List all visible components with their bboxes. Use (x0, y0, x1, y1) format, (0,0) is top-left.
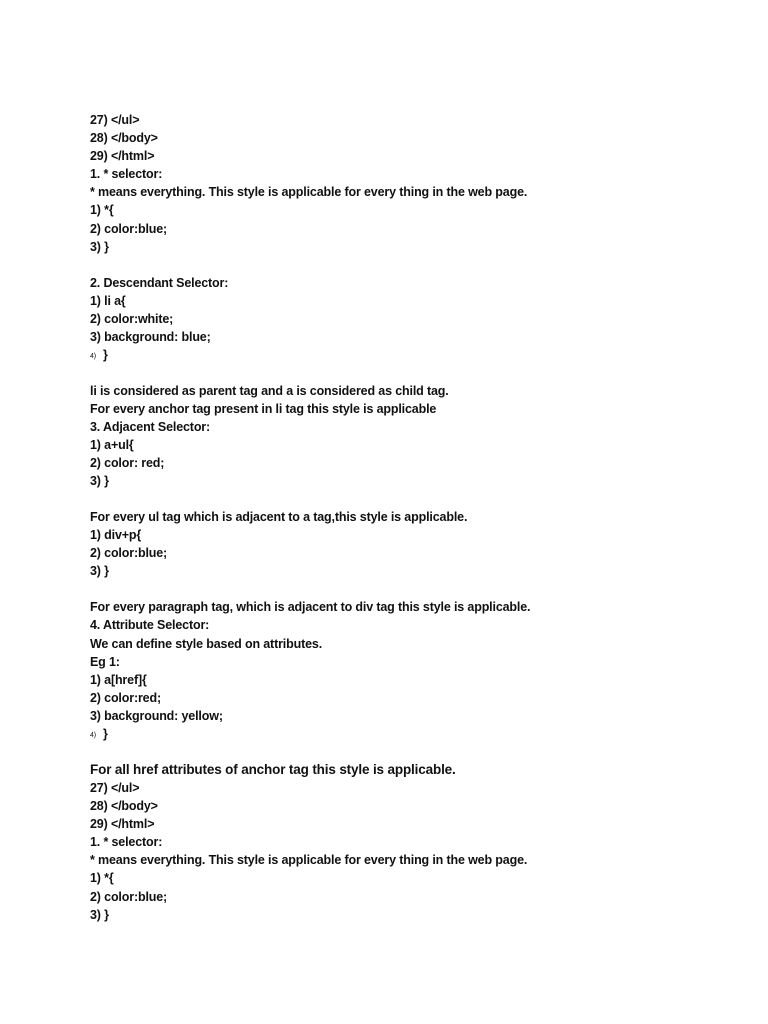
text-line: 27) </ul> (90, 113, 140, 127)
text-line: 3) } (90, 564, 109, 579)
text-line: 2) color:blue; (90, 221, 168, 236)
text-line: 2) color:blue; (90, 546, 168, 561)
text-line: li is considered as parent tag and a is considered as child tag. (90, 383, 449, 398)
text-line: 1) a+ul{ (90, 438, 134, 453)
line-text: } (103, 347, 108, 362)
text-line: 1) a[href]{ (90, 672, 147, 687)
text-line (90, 725, 730, 743)
text-line: 3) background: yellow; (90, 708, 223, 723)
blank-line (90, 364, 730, 382)
text-line: * means everything. This style is applicable for every thing in the web page. (90, 853, 528, 868)
text-line: 2) color:white; (90, 311, 174, 326)
text-line: 3) } (90, 239, 109, 254)
blank-line (90, 490, 730, 508)
text-line: 3) background: blue; (90, 329, 211, 344)
text-line: We can define style based on attributes. (90, 636, 323, 651)
line-text: } (103, 727, 108, 741)
text-line: 1. * selector: (90, 835, 163, 850)
text-line: 1) *{ (90, 203, 114, 218)
text-line: 28) </body> (90, 799, 158, 814)
text-line: 1) li a{ (90, 293, 126, 308)
text-line: 1) *{ (90, 871, 114, 886)
text-line: 2) color:red; (90, 690, 161, 705)
text-line: 3) } (90, 474, 109, 489)
text-line: 3. Adjacent Selector: (90, 420, 211, 434)
text-line: 2) color:blue; (90, 889, 168, 904)
text-line: For every ul tag which is adjacent to a tag,this style is applicable. (90, 510, 468, 525)
text-line: 2) color: red; (90, 456, 165, 471)
line-number: 4) (90, 732, 96, 739)
text-line: For every anchor tag present in li tag this style is applicable (90, 401, 437, 416)
text-line: For all href attributes of anchor tag this style is applicable. (90, 761, 456, 777)
text-line: For every paragraph tag, which is adjacent to div tag this style is applicable. (90, 600, 531, 615)
text-line: * means everything. This style is applicable for every thing in the web page. (90, 185, 528, 200)
document-body (90, 111, 730, 924)
text-line: 2. Descendant Selector: (90, 275, 229, 290)
text-line: 28) </body> (90, 131, 158, 146)
text-line (90, 346, 730, 364)
blank-line (90, 581, 730, 599)
text-line: Eg 1: (90, 654, 120, 669)
text-line: 29) </html> (90, 817, 155, 832)
blank-line (90, 256, 730, 274)
text-line: 27) </ul> (90, 780, 140, 795)
blank-line (90, 743, 730, 761)
text-line: 1) div+p{ (90, 528, 142, 543)
line-number: 4) (90, 352, 96, 360)
text-line: 29) </html> (90, 149, 155, 164)
text-line: 3) } (90, 907, 109, 922)
text-line: 4. Attribute Selector: (90, 618, 210, 633)
text-line: 1. * selector: (90, 167, 163, 182)
